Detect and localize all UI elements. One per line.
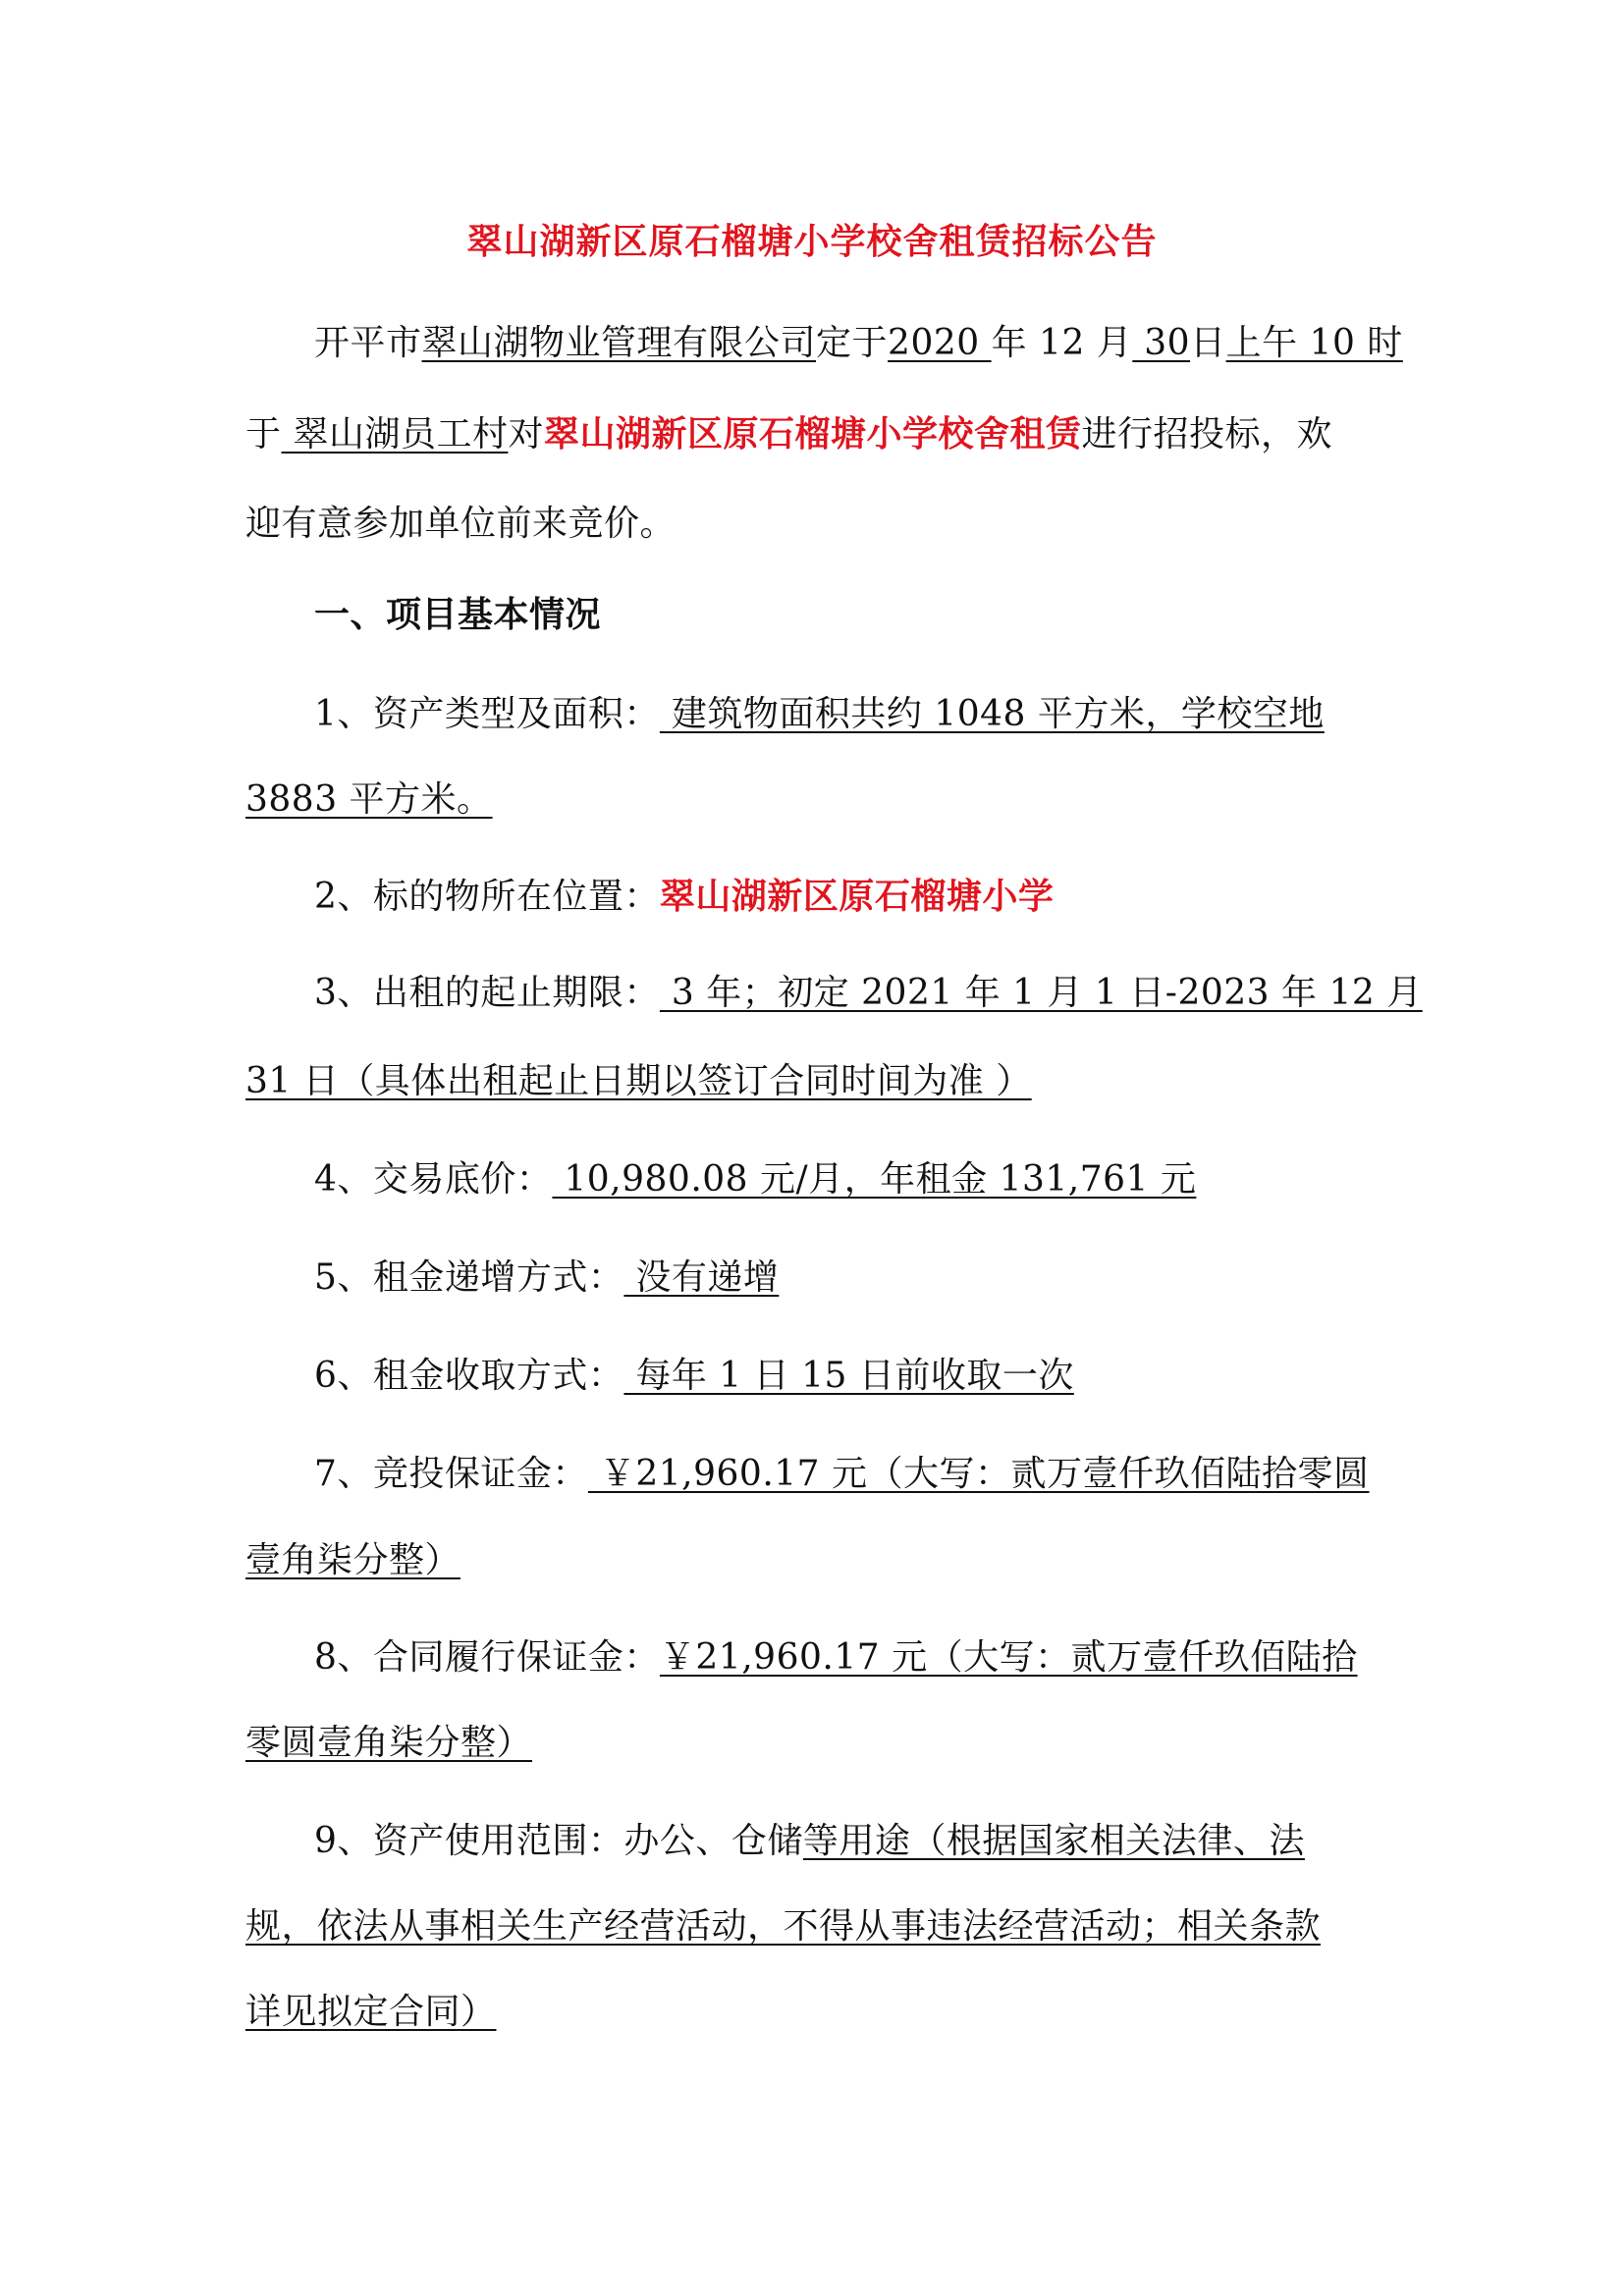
bid-year: 2020 — [888, 323, 992, 363]
company-name: 翠山湖物业管理有限公司 — [421, 323, 817, 363]
bid-day: 30 — [1132, 323, 1191, 363]
section-heading: 一、项目基本情况 — [314, 594, 602, 635]
item-9-cont-2: 详见拟定合同） — [245, 1992, 497, 2032]
item-3-cont: 31 日（具体出租起止日期以签订合同时间为准 ） — [245, 1061, 1032, 1101]
item-5: 5、租金递增方式： 没有递增 — [314, 1257, 780, 1298]
item-9-cont-1: 规，依法从事相关生产经营活动，不得从事违法经营活动；相关条款 — [245, 1906, 1322, 1947]
item-8: 8、合同履行保证金：￥21,960.17 元（大写：贰万壹仟玖佰陆拾 — [314, 1637, 1358, 1678]
document-title: 翠山湖新区原石榴塘小学校舍租赁招标公告 — [466, 221, 1158, 262]
bid-time: 上午 10 时 — [1225, 323, 1403, 363]
item-2: 2、标的物所在位置：翠山湖新区原石榴塘小学 — [314, 876, 1055, 917]
project-name: 翠山湖新区原石榴塘小学校舍租赁 — [543, 413, 1082, 454]
item-1-cont: 3883 平方米。 — [245, 779, 493, 820]
intro-line-1: 开平市翠山湖物业管理有限公司定于2020 年 12 月 30日上午 10 时 — [314, 323, 1403, 363]
item-1: 1、资产类型及面积： 建筑物面积共约 1048 平方米，学校空地 — [314, 694, 1325, 734]
intro-line-2: 于 翠山湖员工村对翠山湖新区原石榴塘小学校舍租赁进行招投标，欢 — [245, 413, 1333, 454]
item-7-cont: 壹角柒分整） — [245, 1540, 461, 1580]
item-9: 9、资产使用范围：办公、仓储等用途（根据国家相关法律、法 — [314, 1821, 1305, 1861]
item-7: 7、竞投保证金： ￥21,960.17 元（大写：贰万壹仟玖佰陆拾零圆 — [314, 1454, 1370, 1494]
bid-place: 翠山湖员工村 — [281, 414, 509, 454]
intro-line-3: 迎有意参加单位前来竞价。 — [245, 504, 677, 544]
item-8-cont: 零圆壹角柒分整） — [245, 1723, 533, 1763]
item-4: 4、交易底价： 10,980.08 元/月，年租金 131,761 元 — [314, 1159, 1197, 1200]
item-3: 3、出租的起止期限： 3 年；初定 2021 年 1 月 1 日-2023 年 12 月 — [314, 973, 1423, 1013]
item-6: 6、租金收取方式： 每年 1 日 15 日前收取一次 — [314, 1356, 1074, 1396]
